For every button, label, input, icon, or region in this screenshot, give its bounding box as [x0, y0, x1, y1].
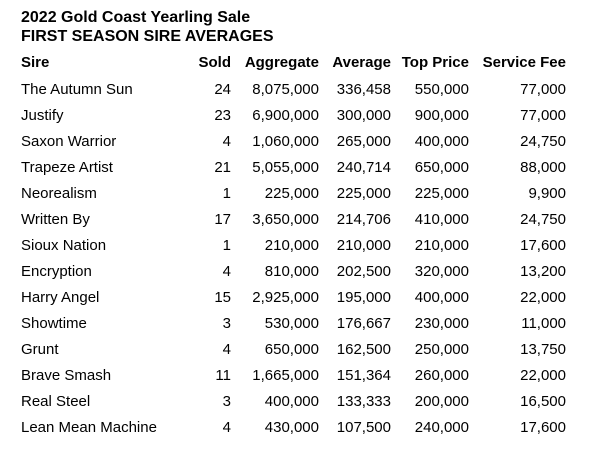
- table-row: [21, 362, 566, 388]
- cell-top-price: 200,000: [414, 392, 469, 410]
- cell-sire: Real Steel: [21, 392, 91, 410]
- cell-sire: Saxon Warrior: [21, 132, 117, 150]
- cell-service-fee: 24,750: [520, 210, 566, 228]
- cell-average: 202,500: [336, 262, 391, 280]
- cell-sold: 4: [222, 132, 231, 150]
- cell-average: 133,333: [336, 392, 391, 410]
- cell-aggregate: 8,075,000: [252, 80, 319, 98]
- cell-aggregate: 1,060,000: [252, 132, 319, 150]
- cell-average: 300,000: [336, 106, 391, 124]
- cell-service-fee: 16,500: [520, 392, 566, 410]
- sire-averages-table: [21, 54, 566, 440]
- table-row: [21, 284, 566, 310]
- cell-sold: 1: [222, 184, 231, 202]
- cell-top-price: 210,000: [414, 236, 469, 254]
- cell-sire: Neorealism: [21, 184, 97, 202]
- cell-sire: Written By: [21, 210, 90, 228]
- cell-average: 176,667: [336, 314, 391, 332]
- cell-top-price: 400,000: [414, 132, 469, 150]
- cell-average: 195,000: [336, 288, 391, 306]
- cell-top-price: 260,000: [414, 366, 469, 384]
- header-sire: Sire: [21, 54, 50, 71]
- document-page: [21, 8, 581, 440]
- document-subtitle: FIRST SEASON SIRE AVERAGES: [21, 28, 274, 45]
- cell-top-price: 550,000: [414, 80, 469, 98]
- cell-top-price: 400,000: [414, 288, 469, 306]
- cell-aggregate: 225,000: [264, 184, 319, 202]
- table-row: [21, 128, 566, 154]
- cell-sold: 17: [214, 210, 231, 228]
- table-row: [21, 258, 566, 284]
- table-row: [21, 154, 566, 180]
- cell-average: 151,364: [336, 366, 391, 384]
- cell-aggregate: 530,000: [264, 314, 319, 332]
- cell-sold: 15: [214, 288, 231, 306]
- table-row: [21, 414, 566, 440]
- cell-sold: 1: [222, 236, 231, 254]
- cell-average: 162,500: [336, 340, 391, 358]
- table-row: [21, 76, 566, 102]
- cell-average: 214,706: [336, 210, 391, 228]
- cell-sold: 3: [222, 314, 231, 332]
- cell-service-fee: 22,000: [520, 366, 566, 384]
- cell-top-price: 320,000: [414, 262, 469, 280]
- cell-top-price: 410,000: [414, 210, 469, 228]
- cell-aggregate: 430,000: [264, 418, 319, 436]
- header-aggregate: Aggregate: [244, 54, 319, 71]
- header-sold: Sold: [198, 54, 231, 71]
- table-row: [21, 206, 566, 232]
- header-service-fee: Service Fee: [482, 54, 566, 71]
- cell-aggregate: 5,055,000: [252, 158, 319, 176]
- cell-sold: 3: [222, 392, 231, 410]
- table-header-row: [21, 54, 566, 76]
- cell-sire: Showtime: [21, 314, 87, 332]
- cell-average: 265,000: [336, 132, 391, 150]
- cell-top-price: 230,000: [414, 314, 469, 332]
- cell-sire: Sioux Nation: [21, 236, 107, 254]
- cell-sold: 23: [214, 106, 231, 124]
- cell-aggregate: 400,000: [264, 392, 319, 410]
- cell-average: 210,000: [336, 236, 391, 254]
- cell-average: 107,500: [336, 418, 391, 436]
- table-row: [21, 336, 566, 362]
- cell-top-price: 225,000: [414, 184, 469, 202]
- cell-aggregate: 2,925,000: [252, 288, 319, 306]
- cell-sire: The Autumn Sun: [21, 80, 133, 98]
- header-top-price: Top Price: [401, 54, 469, 71]
- cell-service-fee: 11,000: [521, 314, 566, 332]
- cell-service-fee: 22,000: [520, 288, 566, 306]
- cell-sire: Trapeze Artist: [21, 158, 113, 176]
- cell-service-fee: 9,900: [528, 184, 566, 202]
- cell-aggregate: 3,650,000: [252, 210, 319, 228]
- table-row: [21, 388, 566, 414]
- cell-aggregate: 6,900,000: [252, 106, 319, 124]
- table-row: [21, 180, 566, 206]
- cell-average: 336,458: [336, 80, 391, 98]
- cell-aggregate: 210,000: [264, 236, 319, 254]
- cell-top-price: 250,000: [414, 340, 469, 358]
- cell-sire: Encryption: [21, 262, 92, 280]
- cell-sire: Lean Mean Machine: [21, 418, 157, 436]
- cell-aggregate: 650,000: [264, 340, 319, 358]
- cell-sold: 11: [215, 366, 231, 384]
- cell-sire: Harry Angel: [21, 288, 100, 306]
- cell-service-fee: 24,750: [520, 132, 566, 150]
- cell-service-fee: 77,000: [520, 106, 566, 124]
- cell-sold: 4: [222, 418, 231, 436]
- cell-average: 240,714: [336, 158, 391, 176]
- cell-sold: 4: [222, 262, 231, 280]
- cell-sire: Brave Smash: [21, 366, 112, 384]
- cell-service-fee: 17,600: [520, 418, 566, 436]
- cell-service-fee: 88,000: [520, 158, 566, 176]
- cell-top-price: 900,000: [414, 106, 469, 124]
- cell-service-fee: 17,600: [520, 236, 566, 254]
- cell-aggregate: 1,665,000: [252, 366, 319, 384]
- table-row: [21, 102, 566, 128]
- cell-average: 225,000: [336, 184, 391, 202]
- cell-sire: Justify: [21, 106, 64, 124]
- document-title: 2022 Gold Coast Yearling Sale: [21, 9, 251, 26]
- cell-service-fee: 13,200: [520, 262, 566, 280]
- cell-aggregate: 810,000: [264, 262, 319, 280]
- cell-sold: 4: [222, 340, 231, 358]
- cell-sold: 24: [214, 80, 231, 98]
- table-row: [21, 232, 566, 258]
- header-average: Average: [332, 54, 391, 71]
- cell-service-fee: 77,000: [520, 80, 566, 98]
- table-row: [21, 310, 566, 336]
- cell-top-price: 650,000: [414, 158, 469, 176]
- cell-service-fee: 13,750: [520, 340, 566, 358]
- cell-top-price: 240,000: [414, 418, 469, 436]
- cell-sold: 21: [214, 158, 231, 176]
- cell-sire: Grunt: [21, 340, 59, 358]
